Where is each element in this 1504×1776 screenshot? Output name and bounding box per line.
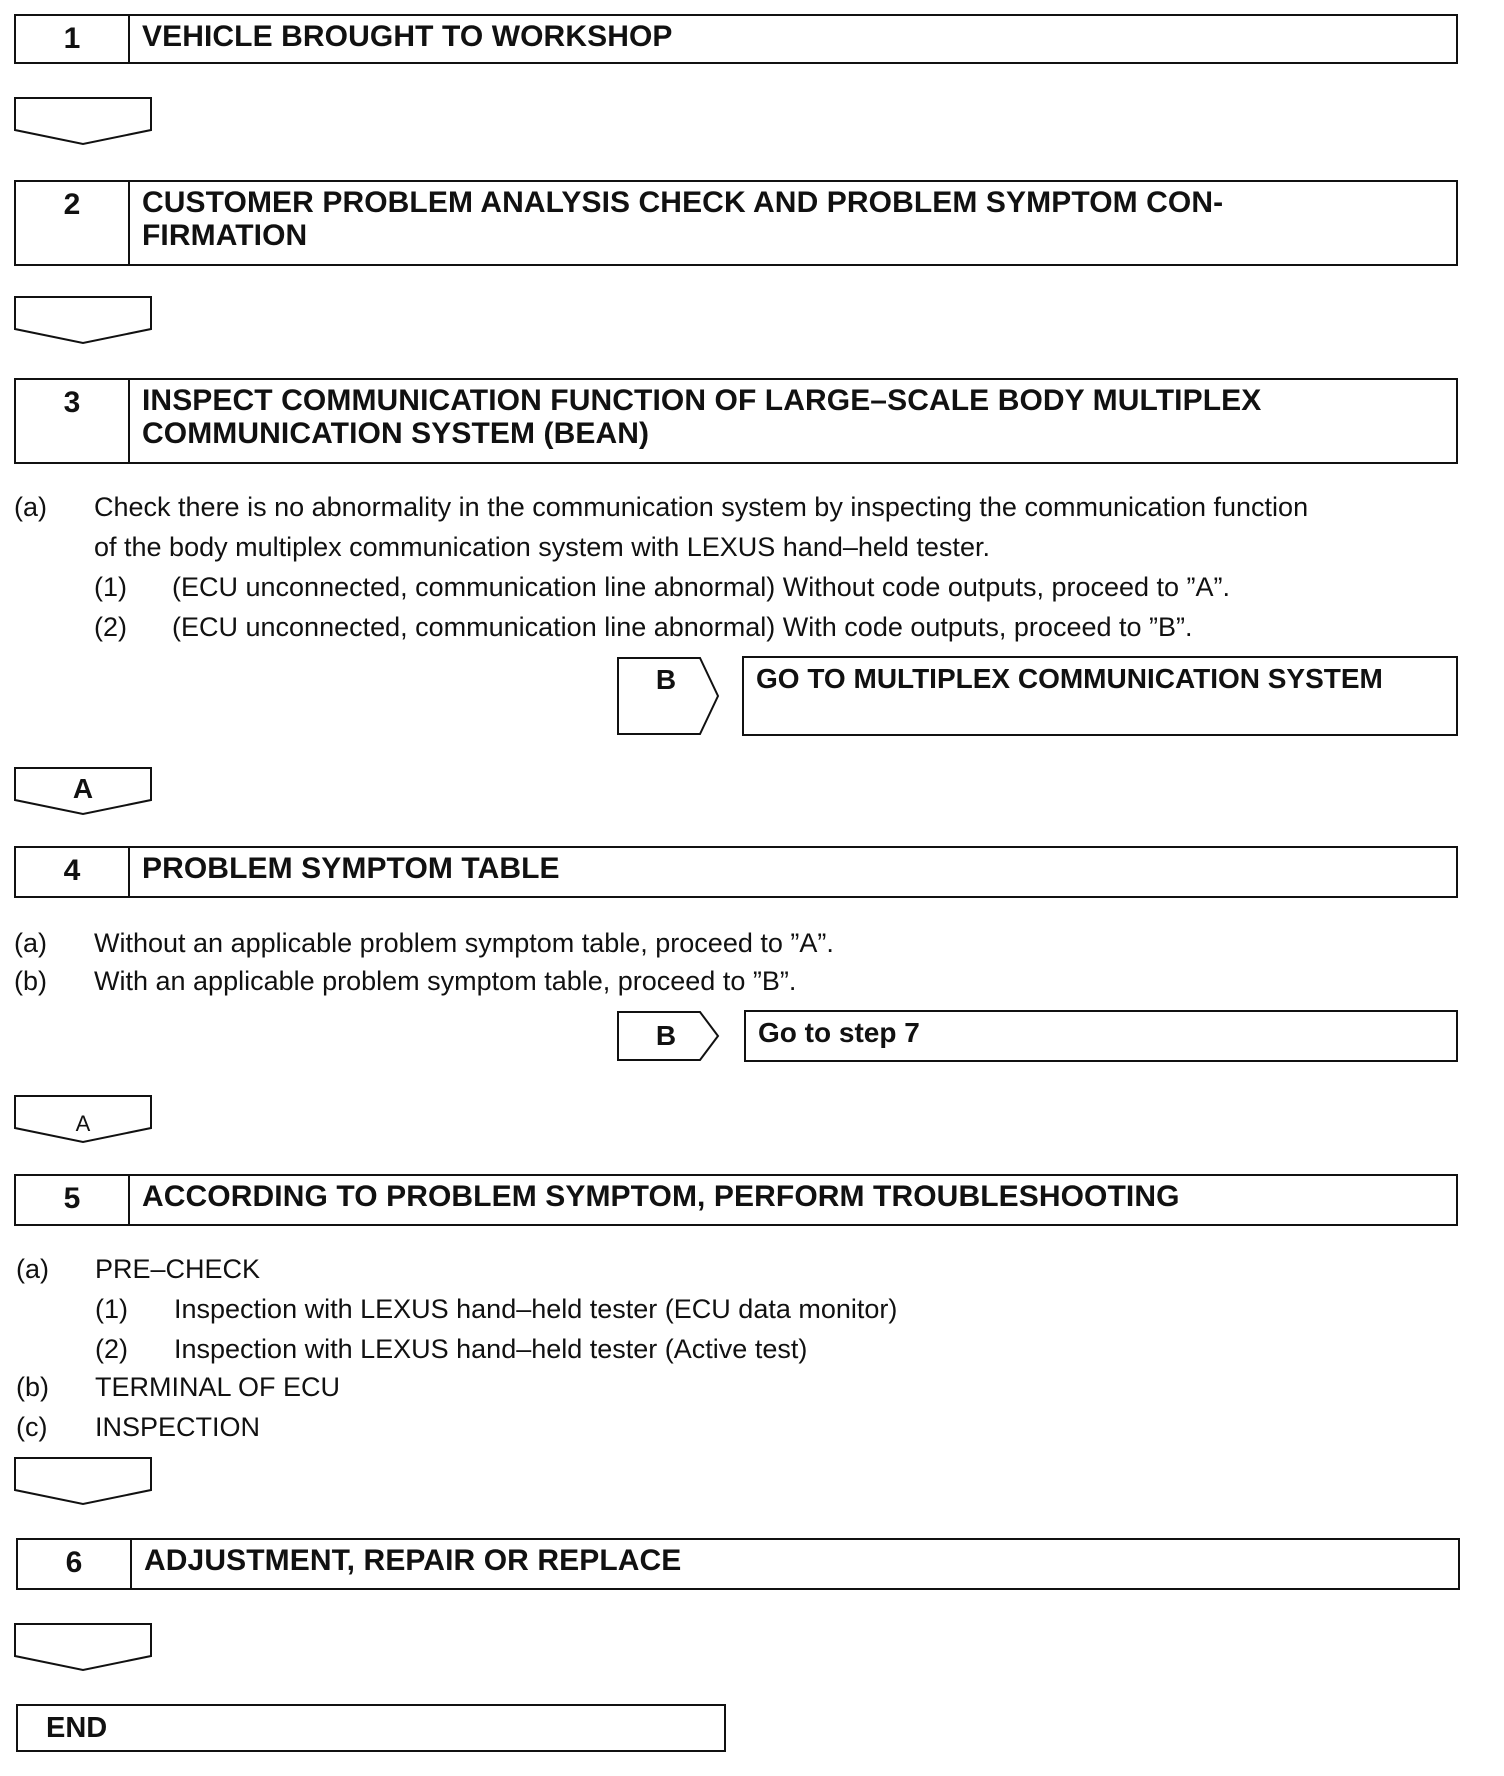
item-text: With an applicable problem symptom table, proceed to ”B”.: [94, 966, 797, 996]
step-number: 4: [16, 848, 130, 896]
flow-arrow-down-icon: [13, 1622, 153, 1674]
step-title: CUSTOMER PROBLEM ANALYSIS CHECK AND PROBLEM SYMPTOM CON- FIRMATION: [142, 186, 1224, 252]
item-marker: (a): [14, 492, 47, 522]
arrow-label: A: [72, 773, 94, 804]
step-number: 5: [16, 1176, 130, 1224]
step-number: 1: [16, 16, 130, 62]
item-marker: (b): [16, 1372, 49, 1402]
step-title: VEHICLE BROUGHT TO WORKSHOP: [142, 20, 673, 53]
subitem-marker: (1): [94, 572, 127, 602]
flow-arrow-down-icon: [13, 96, 153, 148]
flow-arrow-down-icon: [13, 1094, 153, 1146]
subitem-text: (ECU unconnected, communication line abnormal) Without code outputs, proceed to ”A”.: [172, 572, 1231, 602]
item-text: Without an applicable problem symptom table, proceed to ”A”.: [94, 928, 834, 958]
subitem-marker: (2): [94, 612, 127, 642]
branch-letter: B: [655, 664, 677, 695]
step-title: ACCORDING TO PROBLEM SYMPTOM, PERFORM TROUBLESHOOTING: [142, 1180, 1180, 1213]
item-text: of the body multiplex communication system with LEXUS hand–held tester.: [94, 532, 990, 562]
subitem-text: Inspection with LEXUS hand–held tester (Active test): [174, 1334, 808, 1364]
step-5-header: [14, 1174, 1458, 1226]
step-1-header: [14, 14, 1458, 64]
step-title: ADJUSTMENT, REPAIR OR REPLACE: [144, 1544, 682, 1577]
subitem-marker: (1): [95, 1294, 128, 1324]
item-text: PRE–CHECK: [95, 1254, 261, 1284]
subitem-text: (ECU unconnected, communication line abnormal) With code outputs, proceed to ”B”.: [172, 612, 1193, 642]
item-text: TERMINAL OF ECU: [95, 1372, 341, 1402]
item-marker: (b): [14, 966, 47, 996]
item-text: Check there is no abnormality in the communication system by inspecting the communication function: [94, 492, 1309, 522]
subitem-text: Inspection with LEXUS hand–held tester (ECU data monitor): [174, 1294, 898, 1324]
step-number: 6: [18, 1540, 132, 1588]
flow-arrow-down-icon: [13, 295, 153, 347]
arrow-label: A: [75, 1111, 91, 1136]
step-number: 3: [16, 380, 130, 462]
item-marker: (a): [16, 1254, 49, 1284]
item-marker: (a): [14, 928, 47, 958]
flow-arrow-down-icon: [13, 1456, 153, 1508]
step-2-header: [14, 180, 1458, 266]
step-3-header: [14, 378, 1458, 464]
step-number: 2: [16, 182, 130, 264]
branch-letter: B: [655, 1020, 677, 1051]
step-4-header: [14, 846, 1458, 898]
item-marker: (c): [16, 1412, 48, 1442]
subitem-marker: (2): [95, 1334, 128, 1364]
step-title: INSPECT COMMUNICATION FUNCTION OF LARGE–SCALE BODY MULTIPLEX COMMUNICATION SYSTEM (BEAN): [142, 384, 1262, 450]
step-title: PROBLEM SYMPTOM TABLE: [142, 852, 560, 885]
end-box: END: [16, 1704, 726, 1752]
flow-arrow-down-icon: [13, 766, 153, 818]
branch-target-box: Go to step 7: [744, 1010, 1458, 1062]
branch-target-box: GO TO MULTIPLEX COMMUNICATION SYSTEM: [742, 656, 1458, 736]
step-6-header: [16, 1538, 1460, 1590]
item-text: INSPECTION: [95, 1412, 261, 1442]
